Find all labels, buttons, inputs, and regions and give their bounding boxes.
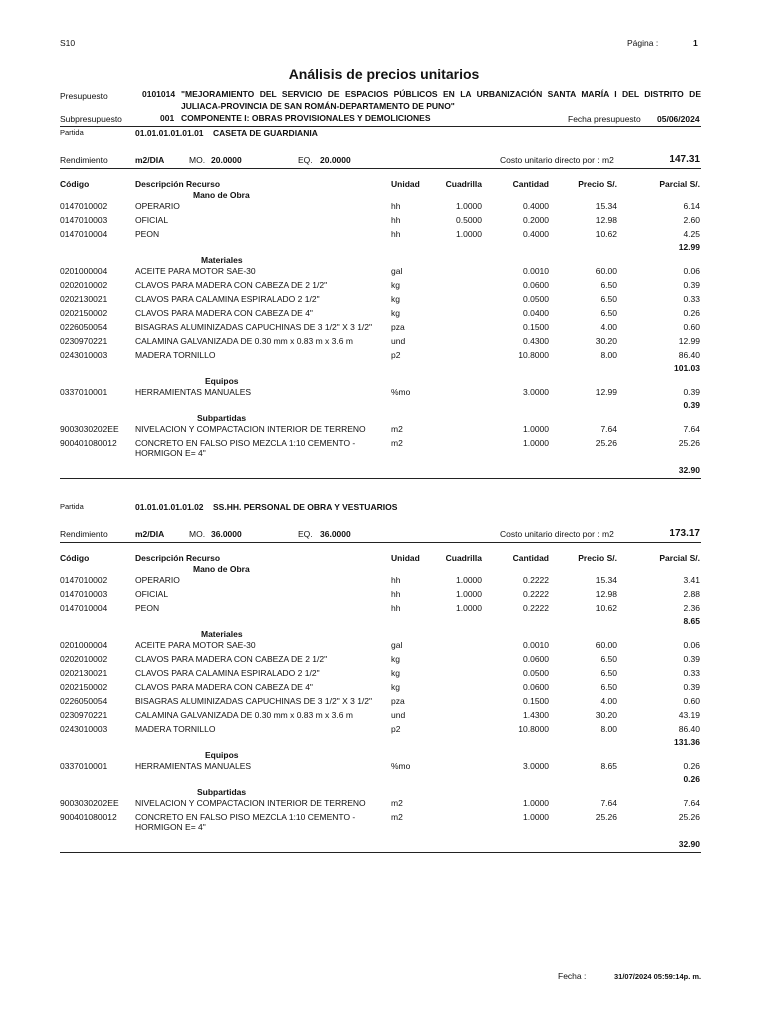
page-label: Página :: [627, 38, 659, 48]
footer-fecha-value: 31/07/2024 05:59:14p. m.: [614, 972, 702, 981]
resource-code: 0202150002: [60, 682, 108, 692]
resource-description: CALAMINA GALVANIZADA DE 0.30 mm x 0.83 m x 3.6 m: [135, 336, 353, 346]
resource-code: 0243010003: [60, 350, 108, 360]
resource-parcial: 7.64: [683, 798, 700, 808]
resource-cantidad: 10.8000: [518, 350, 549, 360]
resource-parcial: 7.64: [683, 424, 700, 434]
table-row: [0, 575, 768, 587]
descripcion-header: Descripción Recurso: [135, 553, 221, 563]
resource-parcial: 3.41: [683, 575, 700, 585]
presupuesto-code: 0101014: [142, 89, 176, 99]
resource-unit: hh: [391, 229, 401, 239]
equipos-subtotal: 0.39: [683, 400, 700, 410]
resource-code: 0201000004: [60, 640, 108, 650]
resource-unit: kg: [391, 294, 400, 304]
resource-parcial: 0.33: [683, 294, 700, 304]
presupuesto-description-line-2: JULIACA-PROVINCIA DE SAN ROMÁN-DEPARTAMENTO DE PUNO": [181, 101, 455, 111]
unidad-header: Unidad: [391, 179, 420, 189]
codigo-header: Código: [60, 179, 90, 189]
resource-parcial: 0.33: [683, 668, 700, 678]
partida-code: 01.01.01.01.01.02: [135, 502, 204, 512]
eq-value: 20.0000: [320, 155, 351, 165]
subpresupuesto-description: COMPONENTE I: OBRAS PROVISIONALES Y DEMOLICIONES: [181, 113, 431, 123]
table-row-continuation: [0, 822, 768, 834]
resource-cantidad: 0.0600: [523, 654, 549, 664]
subpartidas-group-title: Subpartidas: [197, 787, 247, 797]
resource-cantidad: 0.2222: [523, 589, 549, 599]
resource-description: NIVELACION Y COMPACTACION INTERIOR DE TERRENO: [135, 424, 366, 434]
resource-description: CLAVOS PARA CALAMINA ESPIRALADO 2 1/2": [135, 294, 320, 304]
resource-description: HERRAMIENTAS MANUALES: [135, 387, 252, 397]
resource-parcial: 12.99: [678, 336, 700, 346]
section-divider: [60, 168, 701, 169]
resource-precio: 12.98: [595, 589, 617, 599]
resource-parcial: 2.88: [683, 589, 700, 599]
rendimiento-label: Rendimiento: [60, 155, 108, 165]
resource-cantidad: 0.4300: [523, 336, 549, 346]
resource-code: 9003030202EE: [60, 424, 119, 434]
resource-precio: 10.62: [595, 229, 617, 239]
resource-cantidad: 0.0010: [523, 640, 549, 650]
table-row: [0, 603, 768, 615]
resource-parcial: 0.60: [683, 696, 700, 706]
partida-label: Partida: [60, 502, 84, 511]
resource-unit: kg: [391, 668, 400, 678]
resource-code: 0202130021: [60, 668, 108, 678]
resource-unit: p2: [391, 724, 401, 734]
resource-precio: 6.50: [600, 654, 617, 664]
resource-code: 0337010001: [60, 387, 108, 397]
table-row: [0, 640, 768, 652]
resource-precio: 12.99: [595, 387, 617, 397]
resource-parcial: 0.39: [683, 682, 700, 692]
page-title: Análisis de precios unitarios: [288, 66, 480, 82]
resource-parcial: 86.40: [678, 724, 700, 734]
resource-cantidad: 0.2222: [523, 575, 549, 585]
resource-code: 0337010001: [60, 761, 108, 771]
resource-unit: kg: [391, 308, 400, 318]
table-row: [0, 266, 768, 278]
resource-parcial: 0.26: [683, 308, 700, 318]
resource-cantidad: 0.0600: [523, 682, 549, 692]
table-row: [0, 710, 768, 722]
resource-description: OPERARIO: [135, 575, 180, 585]
resource-description: MADERA TORNILLO: [135, 350, 216, 360]
resource-description: CONCRETO EN FALSO PISO MEZCLA 1:10 CEMENTO -: [135, 812, 356, 822]
resource-precio: 7.64: [600, 424, 617, 434]
resource-unit: hh: [391, 215, 401, 225]
resource-description: CONCRETO EN FALSO PISO MEZCLA 1:10 CEMENTO -: [135, 438, 356, 448]
eq-value: 36.0000: [320, 529, 351, 539]
resource-cantidad: 0.0500: [523, 668, 549, 678]
cantidad-header: Cantidad: [512, 553, 549, 563]
header-divider: [60, 126, 701, 127]
resource-unit: kg: [391, 280, 400, 290]
resource-code: 0147010004: [60, 603, 108, 613]
costo-unitario-label: Costo unitario directo por : m2: [500, 155, 614, 165]
table-row: [0, 201, 768, 213]
costo-unitario-label: Costo unitario directo por : m2: [500, 529, 614, 539]
resource-unit: kg: [391, 682, 400, 692]
table-header-row: [0, 179, 768, 191]
table-row: [0, 668, 768, 680]
resource-code: 0147010004: [60, 229, 108, 239]
resource-precio: 6.50: [600, 294, 617, 304]
resource-precio: 60.00: [595, 640, 617, 650]
table-row: [0, 798, 768, 810]
resource-unit: und: [391, 710, 406, 720]
resource-parcial: 43.19: [678, 710, 700, 720]
resource-precio: 15.34: [595, 575, 617, 585]
resource-precio: 12.98: [595, 215, 617, 225]
resource-precio: 6.50: [600, 682, 617, 692]
resource-cuadrilla: 1.0000: [456, 589, 482, 599]
materiales-subtotal: 101.03: [674, 363, 700, 373]
mo-label: MO.: [189, 155, 206, 165]
resource-unit: m2: [391, 812, 403, 822]
resource-cuadrilla: 1.0000: [456, 603, 482, 613]
footer-fecha-label: Fecha :: [558, 971, 587, 981]
resource-parcial: 0.39: [683, 387, 700, 397]
resource-cantidad: 0.1500: [523, 696, 549, 706]
resource-unit: hh: [391, 201, 401, 211]
resource-description: CLAVOS PARA MADERA CON CABEZA DE 4": [135, 308, 313, 318]
precio-header: Precio S/.: [578, 179, 617, 189]
partida-name: SS.HH. PERSONAL DE OBRA Y VESTUARIOS: [213, 502, 398, 512]
resource-description: BISAGRAS ALUMINIZADAS CAPUCHINAS DE 3 1/2" X 3 1/2": [135, 322, 373, 332]
resource-description-continuation: HORMIGON E= 4": [135, 822, 206, 832]
resource-parcial: 0.06: [683, 640, 700, 650]
partida-name: CASETA DE GUARDIANIA: [213, 128, 318, 138]
subpresupuesto-code: 001: [160, 113, 175, 123]
eq-label: EQ.: [298, 155, 313, 165]
table-row: [0, 294, 768, 306]
mano-obra-group-title: Mano de Obra: [193, 190, 250, 200]
resource-description: BISAGRAS ALUMINIZADAS CAPUCHINAS DE 3 1/2" X 3 1/2": [135, 696, 373, 706]
resource-unit: %mo: [391, 761, 411, 771]
resource-unit: p2: [391, 350, 401, 360]
resource-unit: gal: [391, 640, 403, 650]
resource-code: 0147010003: [60, 589, 108, 599]
resource-description: OFICIAL: [135, 589, 169, 599]
resource-unit: m2: [391, 438, 403, 448]
resource-code: 0226050054: [60, 322, 108, 332]
equipos-subtotal: 0.26: [683, 774, 700, 784]
table-row: [0, 322, 768, 334]
resource-unit: gal: [391, 266, 403, 276]
table-row: [0, 682, 768, 694]
resource-description: ACEITE PARA MOTOR SAE-30: [135, 266, 256, 276]
resource-code: 0230970221: [60, 710, 108, 720]
mo-value: 20.0000: [211, 155, 242, 165]
partida-code: 01.01.01.01.01.01: [135, 128, 204, 138]
resource-code: 0147010003: [60, 215, 108, 225]
parcial-header: Parcial S/.: [659, 179, 700, 189]
resource-description: CLAVOS PARA MADERA CON CABEZA DE 2 1/2": [135, 280, 328, 290]
resource-precio: 10.62: [595, 603, 617, 613]
resource-cantidad: 0.0500: [523, 294, 549, 304]
resource-description: PEON: [135, 229, 160, 239]
resource-code: 0202130021: [60, 294, 108, 304]
resource-code: 0201000004: [60, 266, 108, 276]
resource-unit: m2: [391, 798, 403, 808]
materiales-group-title: Materiales: [201, 255, 243, 265]
rendimiento-unit: m2/DIA: [135, 155, 165, 165]
resource-code: 0147010002: [60, 575, 108, 585]
resource-precio: 8.00: [600, 724, 617, 734]
table-row: [0, 424, 768, 436]
equipos-group-title: Equipos: [205, 376, 239, 386]
resource-cantidad: 1.0000: [523, 798, 549, 808]
resource-cantidad: 1.0000: [523, 424, 549, 434]
resource-precio: 15.34: [595, 201, 617, 211]
resource-parcial: 0.39: [683, 280, 700, 290]
resource-parcial: 86.40: [678, 350, 700, 360]
subpartidas-subtotal: 32.90: [678, 465, 700, 475]
resource-description: CLAVOS PARA MADERA CON CABEZA DE 2 1/2": [135, 654, 328, 664]
resource-cantidad: 0.1500: [523, 322, 549, 332]
subpartidas-subtotal: 32.90: [678, 839, 700, 849]
costo-unitario-value: 173.17: [669, 528, 700, 539]
fecha-presupuesto-value: 05/06/2024: [657, 114, 700, 124]
resource-precio: 25.26: [595, 438, 617, 448]
resource-precio: 8.65: [600, 761, 617, 771]
resource-parcial: 0.06: [683, 266, 700, 276]
mano-obra-subtotal: 8.65: [683, 616, 700, 626]
table-row: [0, 761, 768, 773]
codigo-header: Código: [60, 553, 90, 563]
resource-unit: kg: [391, 654, 400, 664]
resource-code: 9003030202EE: [60, 798, 119, 808]
resource-cantidad: 1.0000: [523, 438, 549, 448]
cantidad-header: Cantidad: [512, 179, 549, 189]
resource-code: 0202150002: [60, 308, 108, 318]
resource-unit: hh: [391, 589, 401, 599]
resource-unit: hh: [391, 603, 401, 613]
resource-description: OFICIAL: [135, 215, 169, 225]
resource-description: ACEITE PARA MOTOR SAE-30: [135, 640, 256, 650]
table-row: [0, 229, 768, 241]
resource-precio: 6.50: [600, 668, 617, 678]
resource-precio: 4.00: [600, 696, 617, 706]
table-row: [0, 589, 768, 601]
resource-cuadrilla: 1.0000: [456, 229, 482, 239]
resource-precio: 30.20: [595, 710, 617, 720]
resource-parcial: 6.14: [683, 201, 700, 211]
resource-code: 900401080012: [60, 812, 117, 822]
resource-precio: 7.64: [600, 798, 617, 808]
mo-value: 36.0000: [211, 529, 242, 539]
table-row-continuation: [0, 448, 768, 460]
resource-parcial: 2.36: [683, 603, 700, 613]
fecha-presupuesto-label: Fecha presupuesto: [568, 114, 641, 124]
table-header-row: [0, 553, 768, 565]
page-number: 1: [693, 38, 698, 48]
resource-unit: und: [391, 336, 406, 346]
table-row: [0, 308, 768, 320]
resource-description: CALAMINA GALVANIZADA DE 0.30 mm x 0.83 m x 3.6 m: [135, 710, 353, 720]
materiales-group-title: Materiales: [201, 629, 243, 639]
table-row: [0, 724, 768, 736]
resource-parcial: 0.60: [683, 322, 700, 332]
resource-cantidad: 3.0000: [523, 761, 549, 771]
mo-label: MO.: [189, 529, 206, 539]
software-label: S10: [60, 38, 76, 48]
resource-code: 0243010003: [60, 724, 108, 734]
resource-cantidad: 0.4000: [523, 229, 549, 239]
descripcion-header: Descripción Recurso: [135, 179, 221, 189]
resource-unit: pza: [391, 322, 405, 332]
resource-precio: 6.50: [600, 308, 617, 318]
resource-parcial: 25.26: [678, 438, 700, 448]
resource-cantidad: 0.0600: [523, 280, 549, 290]
cuadrilla-header: Cuadrilla: [445, 553, 482, 563]
presupuesto-label: Presupuesto: [60, 91, 108, 101]
resource-cantidad: 0.0400: [523, 308, 549, 318]
rendimiento-unit: m2/DIA: [135, 529, 165, 539]
resource-precio: 8.00: [600, 350, 617, 360]
resource-cantidad: 3.0000: [523, 387, 549, 397]
resource-precio: 4.00: [600, 322, 617, 332]
resource-description: CLAVOS PARA CALAMINA ESPIRALADO 2 1/2": [135, 668, 320, 678]
resource-cantidad: 0.0010: [523, 266, 549, 276]
resource-parcial: 4.25: [683, 229, 700, 239]
parcial-header: Parcial S/.: [659, 553, 700, 563]
resource-unit: pza: [391, 696, 405, 706]
resource-parcial: 0.39: [683, 654, 700, 664]
resource-description: OPERARIO: [135, 201, 180, 211]
resource-code: 0202010002: [60, 654, 108, 664]
resource-description: MADERA TORNILLO: [135, 724, 216, 734]
resource-description: CLAVOS PARA MADERA CON CABEZA DE 4": [135, 682, 313, 692]
resource-cantidad: 0.2222: [523, 603, 549, 613]
resource-parcial: 0.26: [683, 761, 700, 771]
resource-cantidad: 0.2000: [523, 215, 549, 225]
resource-cuadrilla: 1.0000: [456, 575, 482, 585]
table-row: [0, 215, 768, 227]
resource-description: PEON: [135, 603, 160, 613]
table-row: [0, 696, 768, 708]
resource-cantidad: 1.0000: [523, 812, 549, 822]
resource-cantidad: 10.8000: [518, 724, 549, 734]
resource-code: 900401080012: [60, 438, 117, 448]
table-row: [0, 280, 768, 292]
unidad-header: Unidad: [391, 553, 420, 563]
rendimiento-label: Rendimiento: [60, 529, 108, 539]
resource-description-continuation: HORMIGON E= 4": [135, 448, 206, 458]
resource-unit: m2: [391, 424, 403, 434]
resource-cantidad: 0.4000: [523, 201, 549, 211]
partida-end-divider: [60, 852, 701, 853]
resource-precio: 60.00: [595, 266, 617, 276]
resource-parcial: 25.26: [678, 812, 700, 822]
resource-unit: hh: [391, 575, 401, 585]
resource-precio: 6.50: [600, 280, 617, 290]
subpresupuesto-label: Subpresupuesto: [60, 114, 122, 124]
mano-obra-group-title: Mano de Obra: [193, 564, 250, 574]
table-row: [0, 350, 768, 362]
resource-precio: 30.20: [595, 336, 617, 346]
resource-precio: 25.26: [595, 812, 617, 822]
equipos-group-title: Equipos: [205, 750, 239, 760]
mano-obra-subtotal: 12.99: [678, 242, 700, 252]
resource-cantidad: 1.4300: [523, 710, 549, 720]
eq-label: EQ.: [298, 529, 313, 539]
resource-description: NIVELACION Y COMPACTACION INTERIOR DE TERRENO: [135, 798, 366, 808]
subpartidas-group-title: Subpartidas: [197, 413, 247, 423]
materiales-subtotal: 131.36: [674, 737, 700, 747]
cuadrilla-header: Cuadrilla: [445, 179, 482, 189]
resource-description: HERRAMIENTAS MANUALES: [135, 761, 252, 771]
partida-end-divider: [60, 478, 701, 479]
table-row: [0, 387, 768, 399]
resource-cuadrilla: 1.0000: [456, 201, 482, 211]
resource-code: 0226050054: [60, 696, 108, 706]
precio-header: Precio S/.: [578, 553, 617, 563]
costo-unitario-value: 147.31: [669, 154, 700, 165]
resource-cuadrilla: 0.5000: [456, 215, 482, 225]
resource-parcial: 2.60: [683, 215, 700, 225]
table-row: [0, 336, 768, 348]
resource-code: 0147010002: [60, 201, 108, 211]
resource-code: 0202010002: [60, 280, 108, 290]
resource-unit: %mo: [391, 387, 411, 397]
resource-code: 0230970221: [60, 336, 108, 346]
table-row: [0, 654, 768, 666]
section-divider: [60, 542, 701, 543]
presupuesto-description-line-1: "MEJORAMIENTO DEL SERVICIO DE ESPACIOS PÚBLICOS EN LA URBANIZACIÓN SANTA MARÍA I DEL DISTRITO DE: [181, 89, 701, 99]
partida-label: Partida: [60, 128, 84, 137]
